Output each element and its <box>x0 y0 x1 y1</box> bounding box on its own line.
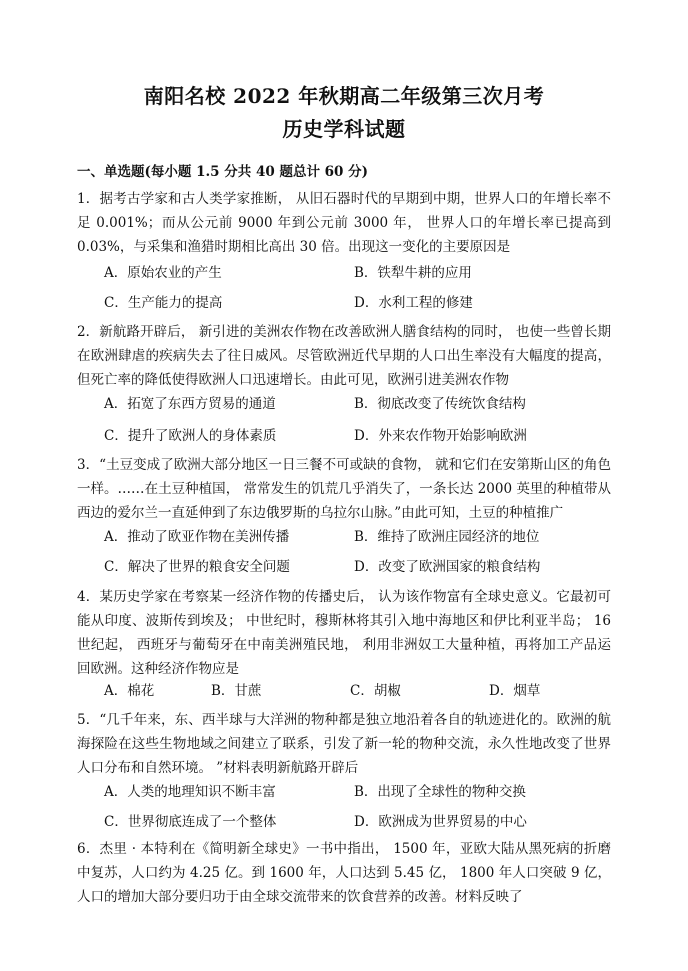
question-4-stem: 4．某历史学家在考察某一经济作物的传播史后， 认为该作物富有全球史意义。它最初可能从印度、波斯传到埃及； 中世纪时，穆斯林将其引入地中海地区和伊比利亚半岛； 16 世纪起， 西班牙与葡萄牙在中南美洲殖民地， 利用非洲奴工大量种植，再将加工产品运回欧洲。这种经济作物应是 <box>77 589 611 677</box>
q1-option-c[interactable]: C．生产能力的提高 <box>104 295 223 311</box>
q3-option-b[interactable]: B．维持了欧洲庄园经济的地位 <box>354 529 540 545</box>
question-5-stem: 5．“几千年来，东、西半球与大洋洲的物种都是独立地沿着各自的轨迹进化的。欧洲的航海探险在这些生物地域之间建立了联系，引发了新一轮的物种交流，永久性地改变了世界人口分布和自然环境。 ”材料表明新航路开辟后 <box>77 712 611 776</box>
q4-option-c[interactable]: C．胡椒 <box>350 683 401 699</box>
question-3-stem: 3．“土豆变成了欧洲大部分地区一日三餐不可或缺的食物， 就和它们在安第斯山区的角色一样。……在土豆种植国， 常常发生的饥荒几乎消失了，一条长达 2000 英里的种植带从西边的爱尔兰一直延伸到了东边俄罗斯的乌拉尔山脉。”由此可知，土豆的种植推广 <box>77 457 611 521</box>
exam-subtitle: 历史学科试题 <box>282 117 406 141</box>
q4-option-a[interactable]: A．棉花 <box>104 683 155 699</box>
q2-option-a[interactable]: A．拓宽了东西方贸易的通道 <box>104 396 276 412</box>
question-6-stem: 6．杰里 · 本特利在《简明新全球史》一书中指出， 1500 年，亚欧大陆从黑死病的折磨中复苏，人口约为 4.25 亿。到 1600 年，人口达到 5.45 亿， 1800 年人口突破 9 亿，人口的增加大部分要归功于由全球交流带来的饮食营养的改善。材料反映了 <box>77 841 611 905</box>
q3-option-c[interactable]: C．解决了世界的粮食安全问题 <box>104 559 290 575</box>
section-heading: 一、单选题(每小题 1.5 分共 40 题总计 60 分) <box>77 164 369 180</box>
q4-option-d[interactable]: D．烟草 <box>489 683 541 699</box>
q5-option-a[interactable]: A．人类的地理知识不断丰富 <box>104 784 276 800</box>
question-2-stem: 2．新航路开辟后， 新引进的美洲农作物在改善欧洲人膳食结构的同时， 也使一些曾长期在欧洲肆虐的疾病失去了往日威风。尽管欧洲近代早期的人口出生率没有大幅度的提高，但死亡率的降低使得欧洲人口迅速增长。由此可见，欧洲引进美洲农作物 <box>77 324 611 388</box>
q2-option-b[interactable]: B．彻底改变了传统饮食结构 <box>354 396 526 412</box>
q3-option-a[interactable]: A．推动了欧亚作物在美洲传播 <box>104 529 290 545</box>
exam-title: 南阳名校 2022 年秋期高二年级第三次月考 <box>143 84 545 108</box>
q5-option-d[interactable]: D．欧洲成为世界贸易的中心 <box>354 814 527 830</box>
q5-option-c[interactable]: C．世界彻底连成了一个整体 <box>104 814 277 830</box>
question-1-stem: 1．据考古学家和古人类学家推断， 从旧石器时代的早期到中期，世界人口的年增长率不足 0.001%；而从公元前 9000 年到公元前 3000 年， 世界人口的年增长率已提高到 0.03%，与采集和渔猎时期相比高出 30 倍。出现这一变化的主要原因是 <box>77 191 611 255</box>
q4-option-b[interactable]: B．甘蔗 <box>211 683 262 699</box>
q1-option-a[interactable]: A．原始农业的产生 <box>104 265 222 281</box>
q3-option-d[interactable]: D．改变了欧洲国家的粮食结构 <box>354 559 541 575</box>
q1-option-b[interactable]: B．铁犁牛耕的应用 <box>354 265 472 281</box>
q2-option-c[interactable]: C．提升了欧洲人的身体素质 <box>104 428 277 444</box>
q5-option-b[interactable]: B．出现了全球性的物种交换 <box>354 784 526 800</box>
q2-option-d[interactable]: D．外来农作物开始影响欧洲 <box>354 428 527 444</box>
q1-option-d[interactable]: D．水利工程的修建 <box>354 295 473 311</box>
